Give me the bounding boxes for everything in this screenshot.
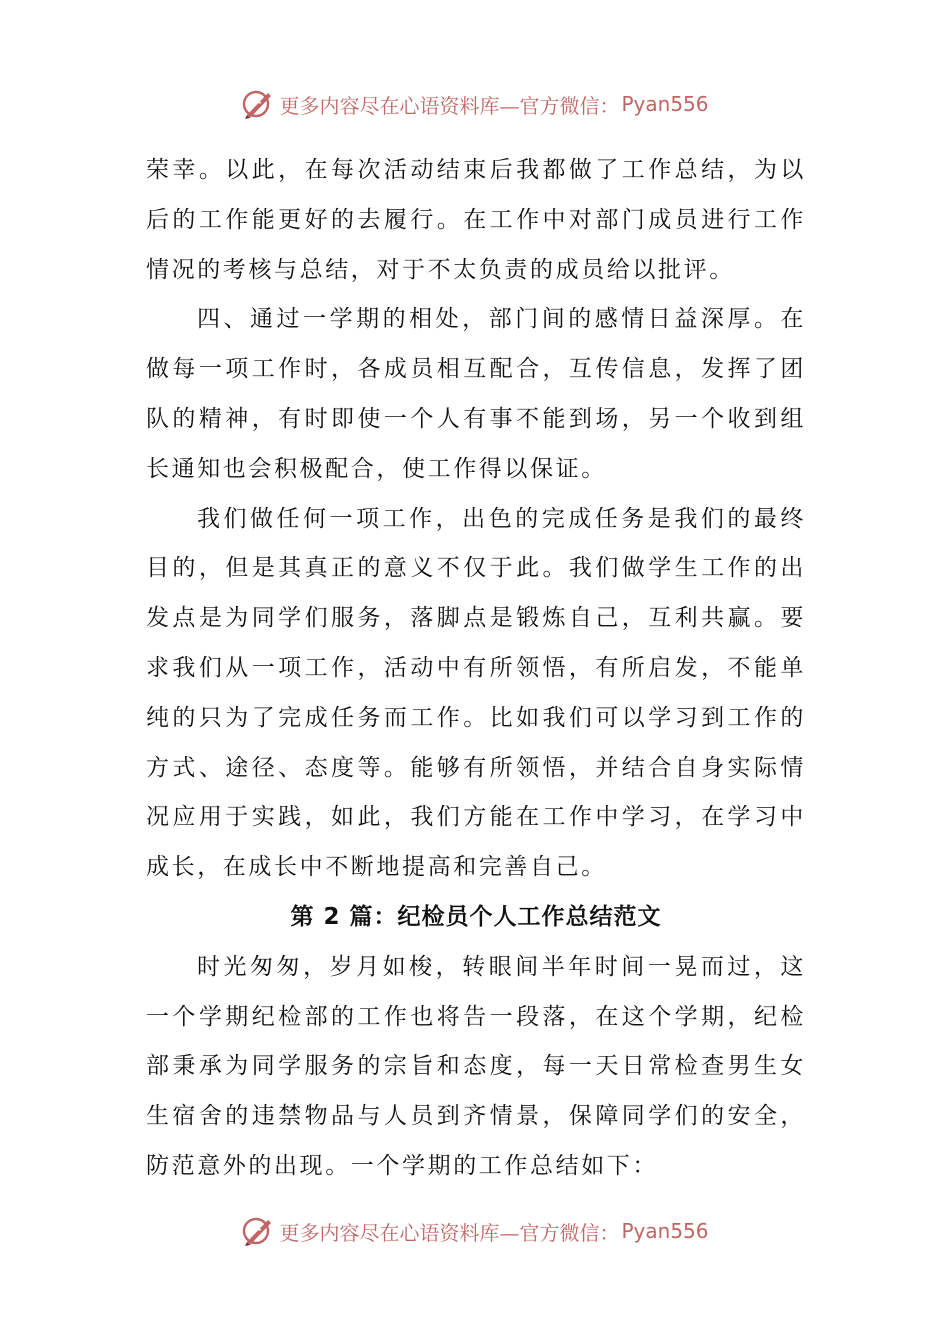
footer-watermark xyxy=(0,1211,950,1251)
paragraph-3: 我们做任何一项工作，出色的完成任务是我们的最终目的，但是其真正的意义不仅于此。我们做学生工作的出发点是为同学们服务，落脚点是锻炼自己，互利共赢。要求我们从一项工作，活动中有所领悟，有所启发，不能单纯的只为了完成任务而工作。比如我们可以学习到工作的方式、途径、态度等。能够有所领悟，并结合自身实际情况应用于实践，如此，我们方能在工作中学习，在学习中成长，在成长中不断地提高和完善自己。 xyxy=(146,505,806,881)
pen-logo-icon xyxy=(241,1214,275,1248)
document-body xyxy=(146,146,806,1192)
watermark-text: 更多内容尽在心语资料库—官方微信： xyxy=(279,1220,620,1245)
paragraph-2: 四、通过一学期的相处，部门间的感情日益深厚。在做每一项工作时，各成员相互配合，互传信息，发挥了团队的精神，有时即使一个人有事不能到场，另一个收到组长通知也会积极配合，使工作得以保证。 xyxy=(146,306,806,482)
header-watermark xyxy=(0,84,950,124)
section-2-paragraph-1: 时光匆匆，岁月如梭，转眼间半年时间一晃而过，这一个学期纪检部的工作也将告一段落，在这个学期，纪检部秉承为同学服务的宗旨和态度，每一天日常检查男生女生宿舍的违禁物品与人员到齐情景，保障同学们的安全，防范意外的出现。一个学期的工作总结如下： xyxy=(146,953,806,1179)
watermark-wechat-id: Pyan556 xyxy=(621,92,709,116)
pen-logo-icon xyxy=(241,87,275,121)
watermark-text: 更多内容尽在心语资料库—官方微信： xyxy=(279,93,620,118)
watermark-wechat-id: Pyan556 xyxy=(621,1219,709,1243)
section-2-heading: 第 2 篇：纪检员个人工作总结范文 xyxy=(290,903,662,930)
paragraph-1: 荣幸。以此，在每次活动结束后我都做了工作总结，为以后的工作能更好的去履行。在工作中对部门成员进行工作情况的考核与总结，对于不太负责的成员给以批评。 xyxy=(146,157,806,283)
